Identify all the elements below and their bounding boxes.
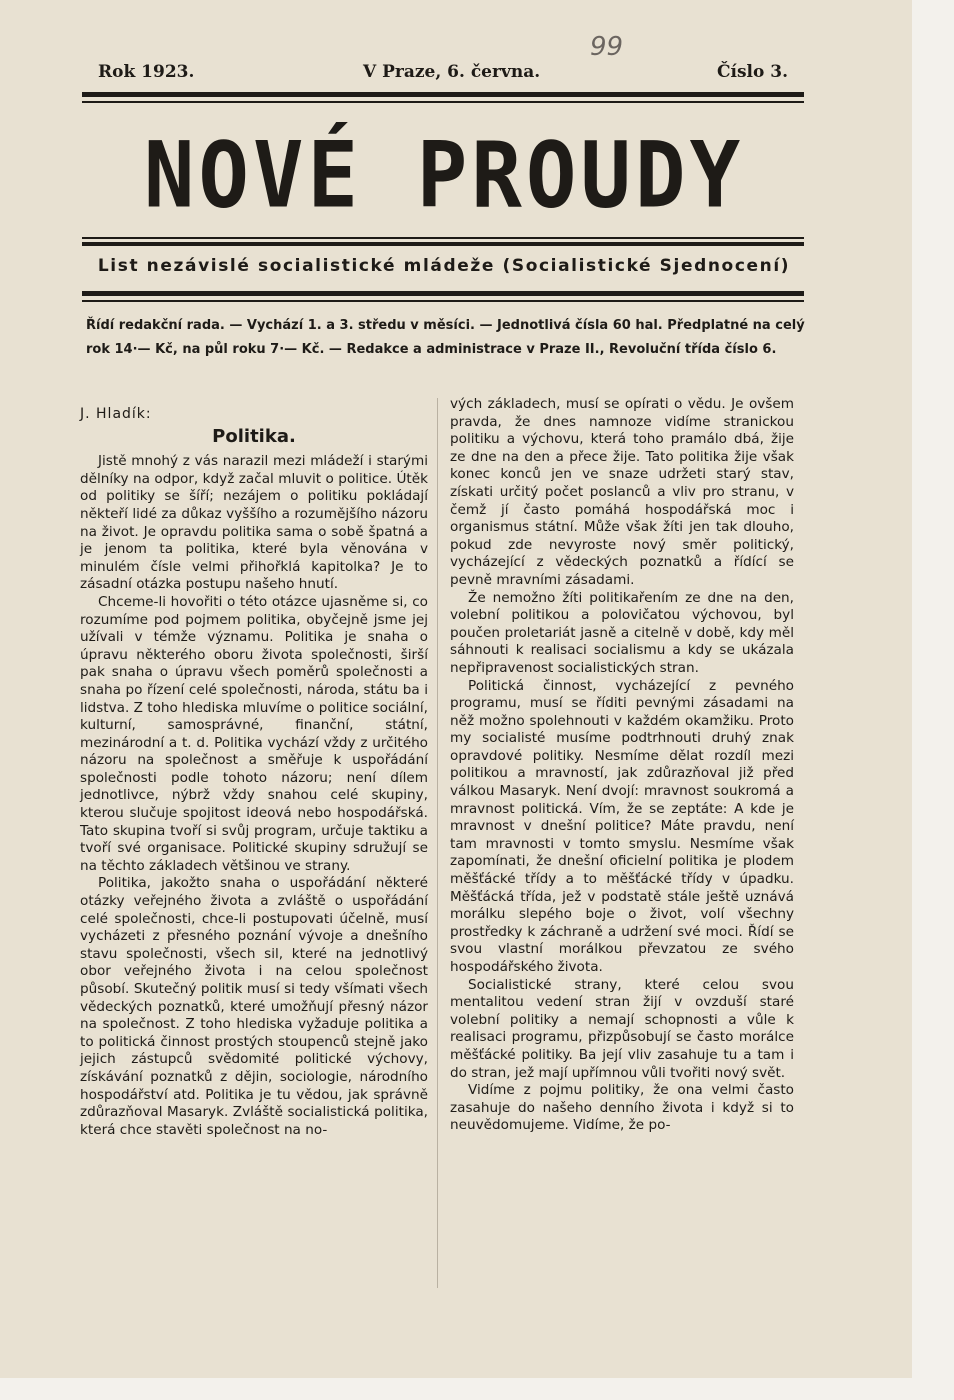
article-paragraph: Politická činnost, vycházející z pevného programu, musí se říditi pevnými zásadami na něž možno spolehnouti v každém okamžiku. Proto my socialisté musíme podtrhnouti druhý znak opravdové politiky. Nesmíme dělat rozdíl mezi politikou a mravností, jak zdůrazňoval již před válkou Masaryk. Není dvojí: mravnost soukromá a mravnost politická. Vím, že se zeptáte: A kde je mravnost v dnešní politice? Máte pravdu, není tam mravnosti v tomto smyslu. Nesmíme však zapomínati, že dnešní oficielní politika je plodem měšťácké třídy a to měšťácké třídy v úpadku. Měšťácká třída, jež v podstatě stále ještě uznává morálku slepého boje o život, volí všechny prostředky k záchraně a udržení své moci. Řídí se svou vlastní morálkou převzatou ze svého hospodářského života.	[450, 677, 794, 975]
article-column-right	[450, 396, 794, 1135]
article-title: Politika.	[212, 425, 296, 447]
imprint-line: Řídí redakční rada. — Vychází 1. a 3. středu v měsíci. — Jednotlivá čísla 60 hal. Předplatné na celý	[86, 318, 805, 333]
pencil-annotation: 99	[590, 32, 624, 62]
article-paragraph: Že nemožno žíti politikařením ze dne na den, volební politikou a polovičatou výchovou, byl poučen proletariát jasně a citelně v době, kdy měl sáhnouti k realisaci socialismu a kdy se ukázala nepřipravenost socialistických stran.	[450, 589, 794, 676]
imprint-line: rok 14·— Kč, na půl roku 7·— Kč. — Redakce a administrace v Praze II., Revoluční třída číslo 6.	[86, 342, 777, 357]
rule-thin	[82, 300, 804, 302]
issue-date: V Praze, 6. června.	[363, 62, 541, 82]
masthead-title: NOVÉ PROUDY	[143, 122, 745, 228]
article-paragraph: Jistě mnohý z vás narazil mezi mládeží i starými dělníky na odpor, když začal mluvit o politice. Útěk od politiky se šíří; nezájem o politiku pokládají někteří lidé za důkaz vyššího a rozumějšího názoru na život. Je opravdu politika sama o sobě špatná a je jenom ta politika, které byla věnována v minulém čísle velmi přihořklá kapitolka? Je to zásadní otázka postupu našeho hnutí.	[80, 453, 428, 593]
rule-thick	[82, 242, 804, 246]
rule-thin	[82, 237, 804, 239]
article-paragraph: Socialistické strany, které celou svou mentalitou vedení stran žijí v ovzduší staré volební politiky a nemají schopnosti a vůle k realisaci programu, přizpůsobují se často morálce měšťácké politiky. Ba její vliv zasahuje tu a tam i do stran, jež mají upřímnou vůli tvořiti nový svět.	[450, 976, 794, 1081]
article-column-left	[80, 400, 428, 1139]
page-edge	[912, 0, 954, 1400]
masthead-subtitle: List nezávislé socialistické mládeže (Socialistické Sjednocení)	[97, 256, 791, 276]
imprint	[86, 314, 806, 362]
article-paragraph: Chceme-li hovořiti o této otázce ujasněme si, co rozumíme pod pojmem politika, obyčejně jsme jej užívali v témže významu. Politika je snaha o úpravu některého oboru života společnosti, širší pak snaha o úpravu všech poměrů společnosti a snaha po řízení celé společnosti, národa, státu ba i lidstva. Z toho hlediska mluvíme o politice sociální, kulturní, samosprávné, finanční, státní, mezinárodní a t. d. Politika vychází vždy z určitého názoru na společnost a směřuje k uspořádání společnosti podle tohoto názoru; není dílem jednotlivce, nýbrž vždy snahou celé skupiny, kterou slučuje spojitost ideová nebo hospodářská. Tato skupina tvoří si svůj program, určuje taktiku a tvoří své organisace. Politické skupiny sdružují se na těchto základech většinou ve strany.	[80, 593, 428, 874]
rule-thick	[82, 291, 804, 296]
article-author: J. Hladík:	[80, 406, 152, 422]
rule-thin	[82, 101, 804, 103]
issue-meta	[98, 62, 788, 84]
article-paragraph-continued: vých základech, musí se opírati o vědu. Je ovšem pravda, že dnes namnoze vidíme stranickou politiku a výchovu, která toho pramálo dbá, žije ze dne na den a přece žije. Tato politika žije však konec konců jen ve snaze udržeti starý stav, získati určitý počet poslanců a vliv pro stranu, v čemž jí často pomáhá hospodářská moc i organismus státní. Může však žíti jen tak dlouho, pokud zde nevyroste nový směr politický, vycházející z vědeckých poznatků a řídící se pevně mravními zásadami.	[450, 396, 794, 588]
page-edge-bottom	[0, 1378, 954, 1400]
issue-year: Rok 1923.	[98, 62, 195, 82]
issue-number: Číslo 3.	[716, 62, 788, 82]
article-paragraph: Politika, jakožto snaha o uspořádání některé otázky veřejného života a zvláště o uspořádání celé společnosti, chce-li postupovati účelně, musí vycházeti z přesného poznání vývoje a dnešního stavu společnosti, všech sil, které na jednotlivý obor veřejného života i na celou společnost působí. Skutečný politik musí si tedy všímati všech vědeckých poznatků, které umožňují přesný názor na společnost. Z toho hlediska vyžaduje politika a to politická činnost prostých stoupenců stejně jako jejich zástupců svědomité politické výchovy, získávání poznatků z dějin, sociologie, národního hospodářství atd. Politika je tu vědou, jak správně zdůrazňoval Masaryk. Zvláště socialistická politika, která chce stavěti společnost na no-	[80, 875, 428, 1138]
article-paragraph: Vidíme z pojmu politiky, že ona velmi často zasahuje do našeho denního života i když si to neuvědomujeme. Vidíme, že po-	[450, 1082, 794, 1134]
column-divider	[437, 398, 438, 1288]
rule-thick	[82, 92, 804, 97]
